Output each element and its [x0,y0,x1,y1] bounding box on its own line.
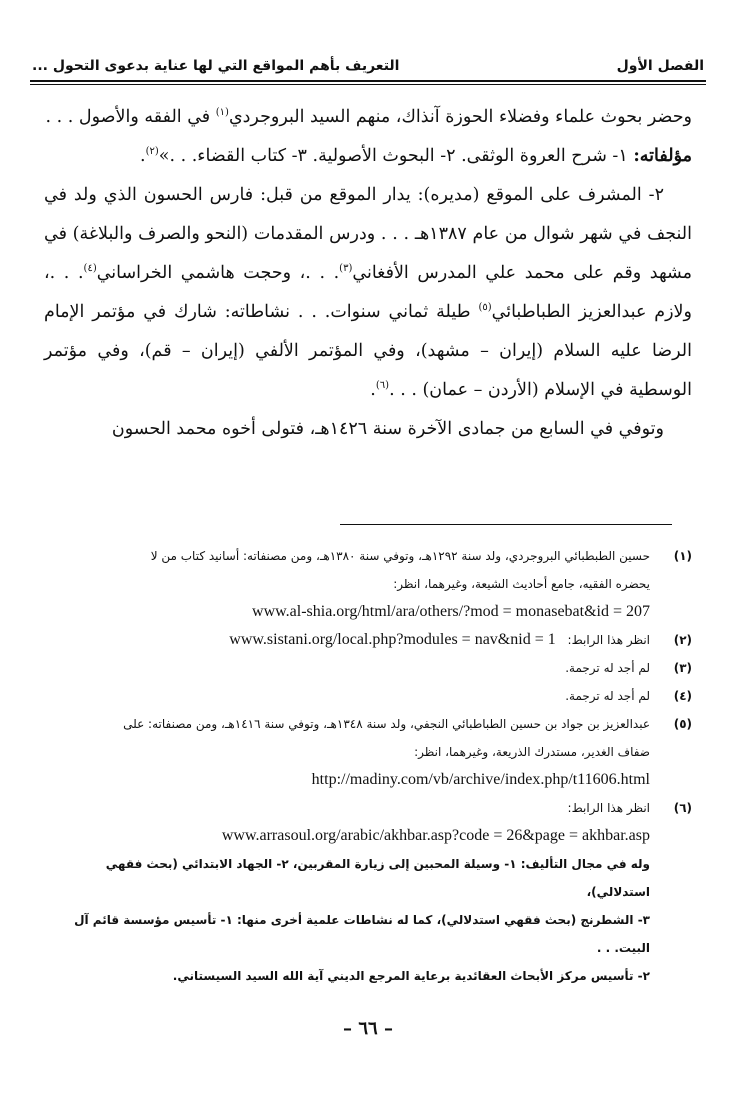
footnote-5: (٥) عبدالعزيز بن جواد بن حسين الطباطبائي النجفي، ولد سنة ١٣٤٨هـ، وتوفي سنة ١٤١٦هـ، ومن مصنفاته: على ضفاف الغدير، مستدرك الذريعة، وغيرهما، انظر: http://madiny.com/vb/archive/index.php/t11606.html [40,710,692,794]
footnote-number: (٢) [673,633,692,647]
footnote-ref-5[interactable]: (٥) [478,302,492,314]
footnote-link[interactable]: www.sistani.org/local.php?modules = nav&nid = 1 [229,631,556,648]
paragraph-3: ٢- المشرف على الموقع (مديره): يدار الموقع من قبل: فارس الحسون الذي ولد في النجف في شهر شوال من عام ١٣٨٧هـ . . . ودرس المقدمات (النحو والصرف والبلاغة) في مشهد وقم على محمد علي المدرس الأفغاني$^{(٣)}$. . .، وحجت هاشمي الخراساني$^{(٤)}$. . .، ولازم عبدالعزيز الطباطبائي$^{(٥)}$ طيلة ثماني سنوات. . . نشاطاته: شارك في مؤتمر الإمام الرضا عليه السلام (إيران – مشهد)، وفي المؤتمر الألفي (إيران – قم)، وفي مؤتمر الوسطية في الإسلام (الأردن – عمان) . . .$^{(٦)}$. [44,185,692,400]
paragraph-4: وتوفي في السابع من جمادى الآخرة سنة ١٤٢٦هـ، فتولى أخوه محمد الحسون [111,419,664,439]
running-header [30,52,706,82]
footnote-ref-3[interactable]: (٣) [339,263,353,275]
page-number: – ٦٦ – [343,1018,393,1039]
main-text [44,98,692,449]
paragraph-1: وحضر بحوث علماء وفضلاء الحوزة آنذاك، منهم السيد البروجردي$^{(١)}$ في الفقه والأصول . . . [45,107,692,127]
footnote-ref-1[interactable]: (١) [215,107,229,119]
header-rule-thin [30,84,706,85]
footnote-number: (٣) [673,661,692,675]
footnote-link[interactable]: http://madiny.com/vb/archive/index.php/t11606.html [311,771,650,788]
header-rule-thick [30,80,706,82]
works-label: مؤلفاته: [633,146,692,166]
footnote-link[interactable]: www.arrasoul.org/arabic/akhbar.asp?code = 26&page = akhbar.asp [221,827,650,844]
footnote-3: (٣) لم أجد له ترجمة. [40,654,692,682]
footnote-ref-6[interactable]: (٦) [375,380,390,392]
footnote-separator [340,524,672,525]
footnote-4: (٤) لم أجد له ترجمة. [40,682,692,710]
footnote-number: (٥) [673,717,692,731]
footnote-6: (٦) انظر هذا الرابط: www.arrasoul.org/arabic/akhbar.asp?code = 26&page = akhbar.asp [40,794,692,850]
footnote-number: (٦) [673,801,692,815]
paragraph-2: مؤلفاته: ١- شرح العروة الوثقى. ٢- البحوث الأصولية. ٣- كتاب القضاء. . .»$^{(٢)}$. [140,146,692,166]
chapter-title: الفصل الأول [616,58,704,74]
footnote-ref-4[interactable]: (٤) [83,263,97,275]
footnote-number: (٤) [673,689,692,703]
footnote-ref-2[interactable]: (٢) [145,146,159,158]
footnote-1: (١) حسين الطبطبائي البروجردي، ولد سنة ١٢٩٢هـ، وتوفي سنة ١٣٨٠هـ، ومن مصنفاته: أسانيد كتاب من لا يحضره الفقيه، جامع أحاديث الشيعة، وغيرهما، انظر: www.al-shia.org/html/ara/others/?mod = monasebat&id = 207 [40,542,692,626]
section-title: التعريف بأهم المواقع التي لها عناية بدعوى التحول ... [32,58,400,74]
footnote-number: (١) [673,549,692,563]
footnote-2: (٢) انظر هذا الرابط: www.sistani.org/local.php?modules = nav&nid = 1 [40,626,692,654]
footnote-link[interactable]: www.al-shia.org/html/ara/others/?mod = monasebat&id = 207 [252,603,650,620]
footnotes [40,542,692,990]
footnote-6-continuation: وله في مجال التأليف: ١- وسيلة المحبين إلى زيارة المقربين، ٢- الجهاد الابتدائي (بحث فقهي استدلالي)، ٣- الشطرنج (بحث فقهي استدلالي)، كما له نشاطات علمية أخرى منها: ١- تأسيس مؤسسة قائم آل البيت. . . ٢- تأسيس مركز الأبحاث العقائدية برعاية المرجع الديني آية الله السيد السيستاني. [74,857,650,983]
